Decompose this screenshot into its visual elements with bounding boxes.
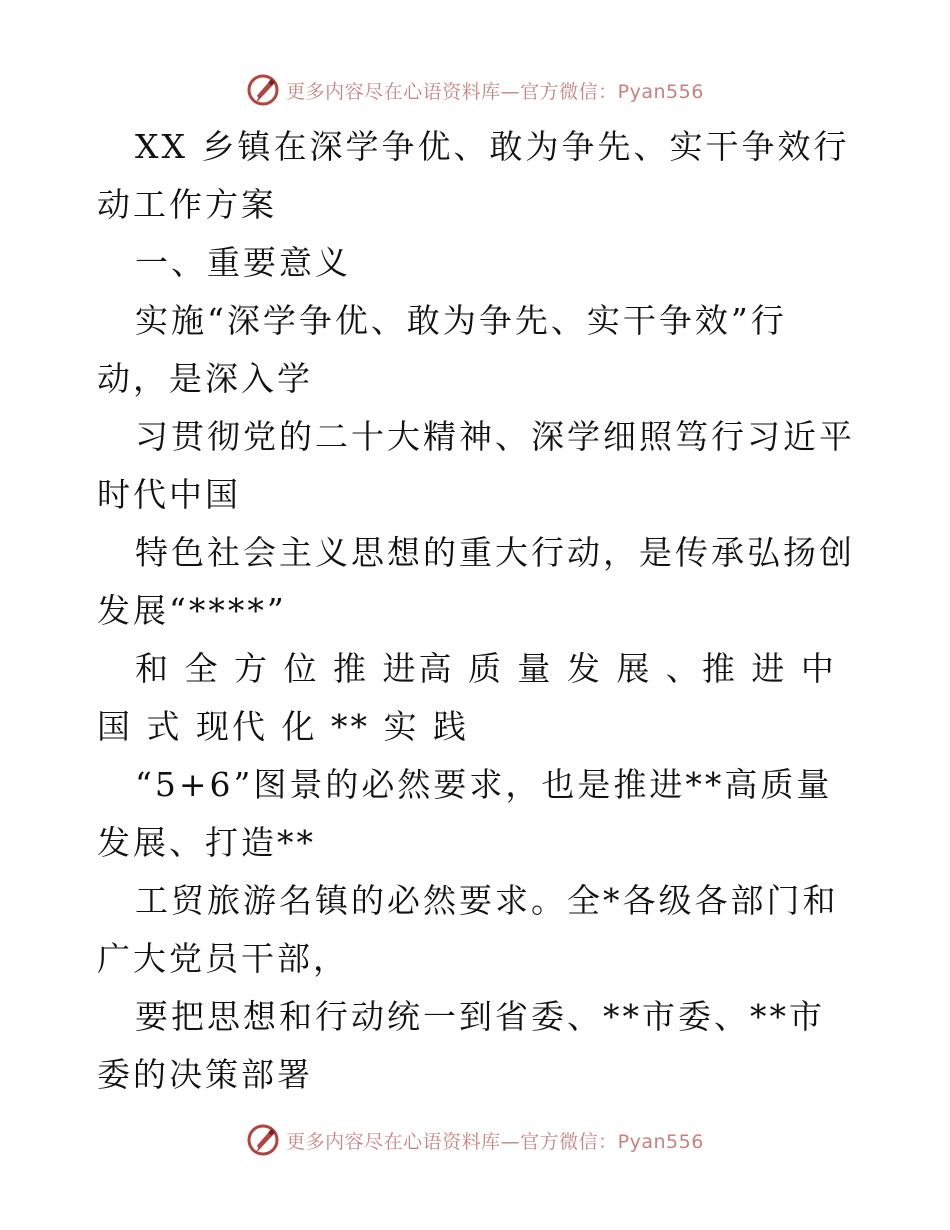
document-body (97, 118, 857, 1104)
paragraph: “5+6”图景的必然要求，也是推进**高质量发展、打造** (97, 765, 833, 862)
paragraph: 特色社会主义思想的重大行动，是传承弘扬创发展“****” (97, 533, 855, 630)
watermark-footer (0, 1118, 950, 1162)
paragraph: 实施“深学争优、敢为争先、实干争效”行动，是深入学 (97, 301, 787, 398)
paragraph: 工贸旅游名镇的必然要求。全*各级各部门和广大党员干部， (97, 881, 839, 978)
pen-seal-icon (246, 73, 280, 107)
watermark-header (0, 68, 950, 112)
paragraph: 要把思想和行动统一到省委、**市委、**市委的决策部署 (97, 997, 825, 1094)
paragraph: 习贯彻党的二十大精神、深学细照笃行习近平时代中国 (97, 417, 855, 514)
section-heading: 一、重要意义 (135, 243, 351, 282)
paragraph: 和 全 方 位 推 进高 质 量 发 展 、推 进 中 国 式 现代 化 ** 实 践 (97, 649, 837, 746)
watermark-text: 更多内容尽在心语资料库—官方微信：Pyan556 (286, 1130, 704, 1153)
document-title: XX 乡镇在深学争优、敢为争先、实干争效行动工作方案 (97, 127, 850, 224)
watermark-text: 更多内容尽在心语资料库—官方微信：Pyan556 (286, 80, 704, 103)
pen-seal-icon (246, 1123, 280, 1157)
